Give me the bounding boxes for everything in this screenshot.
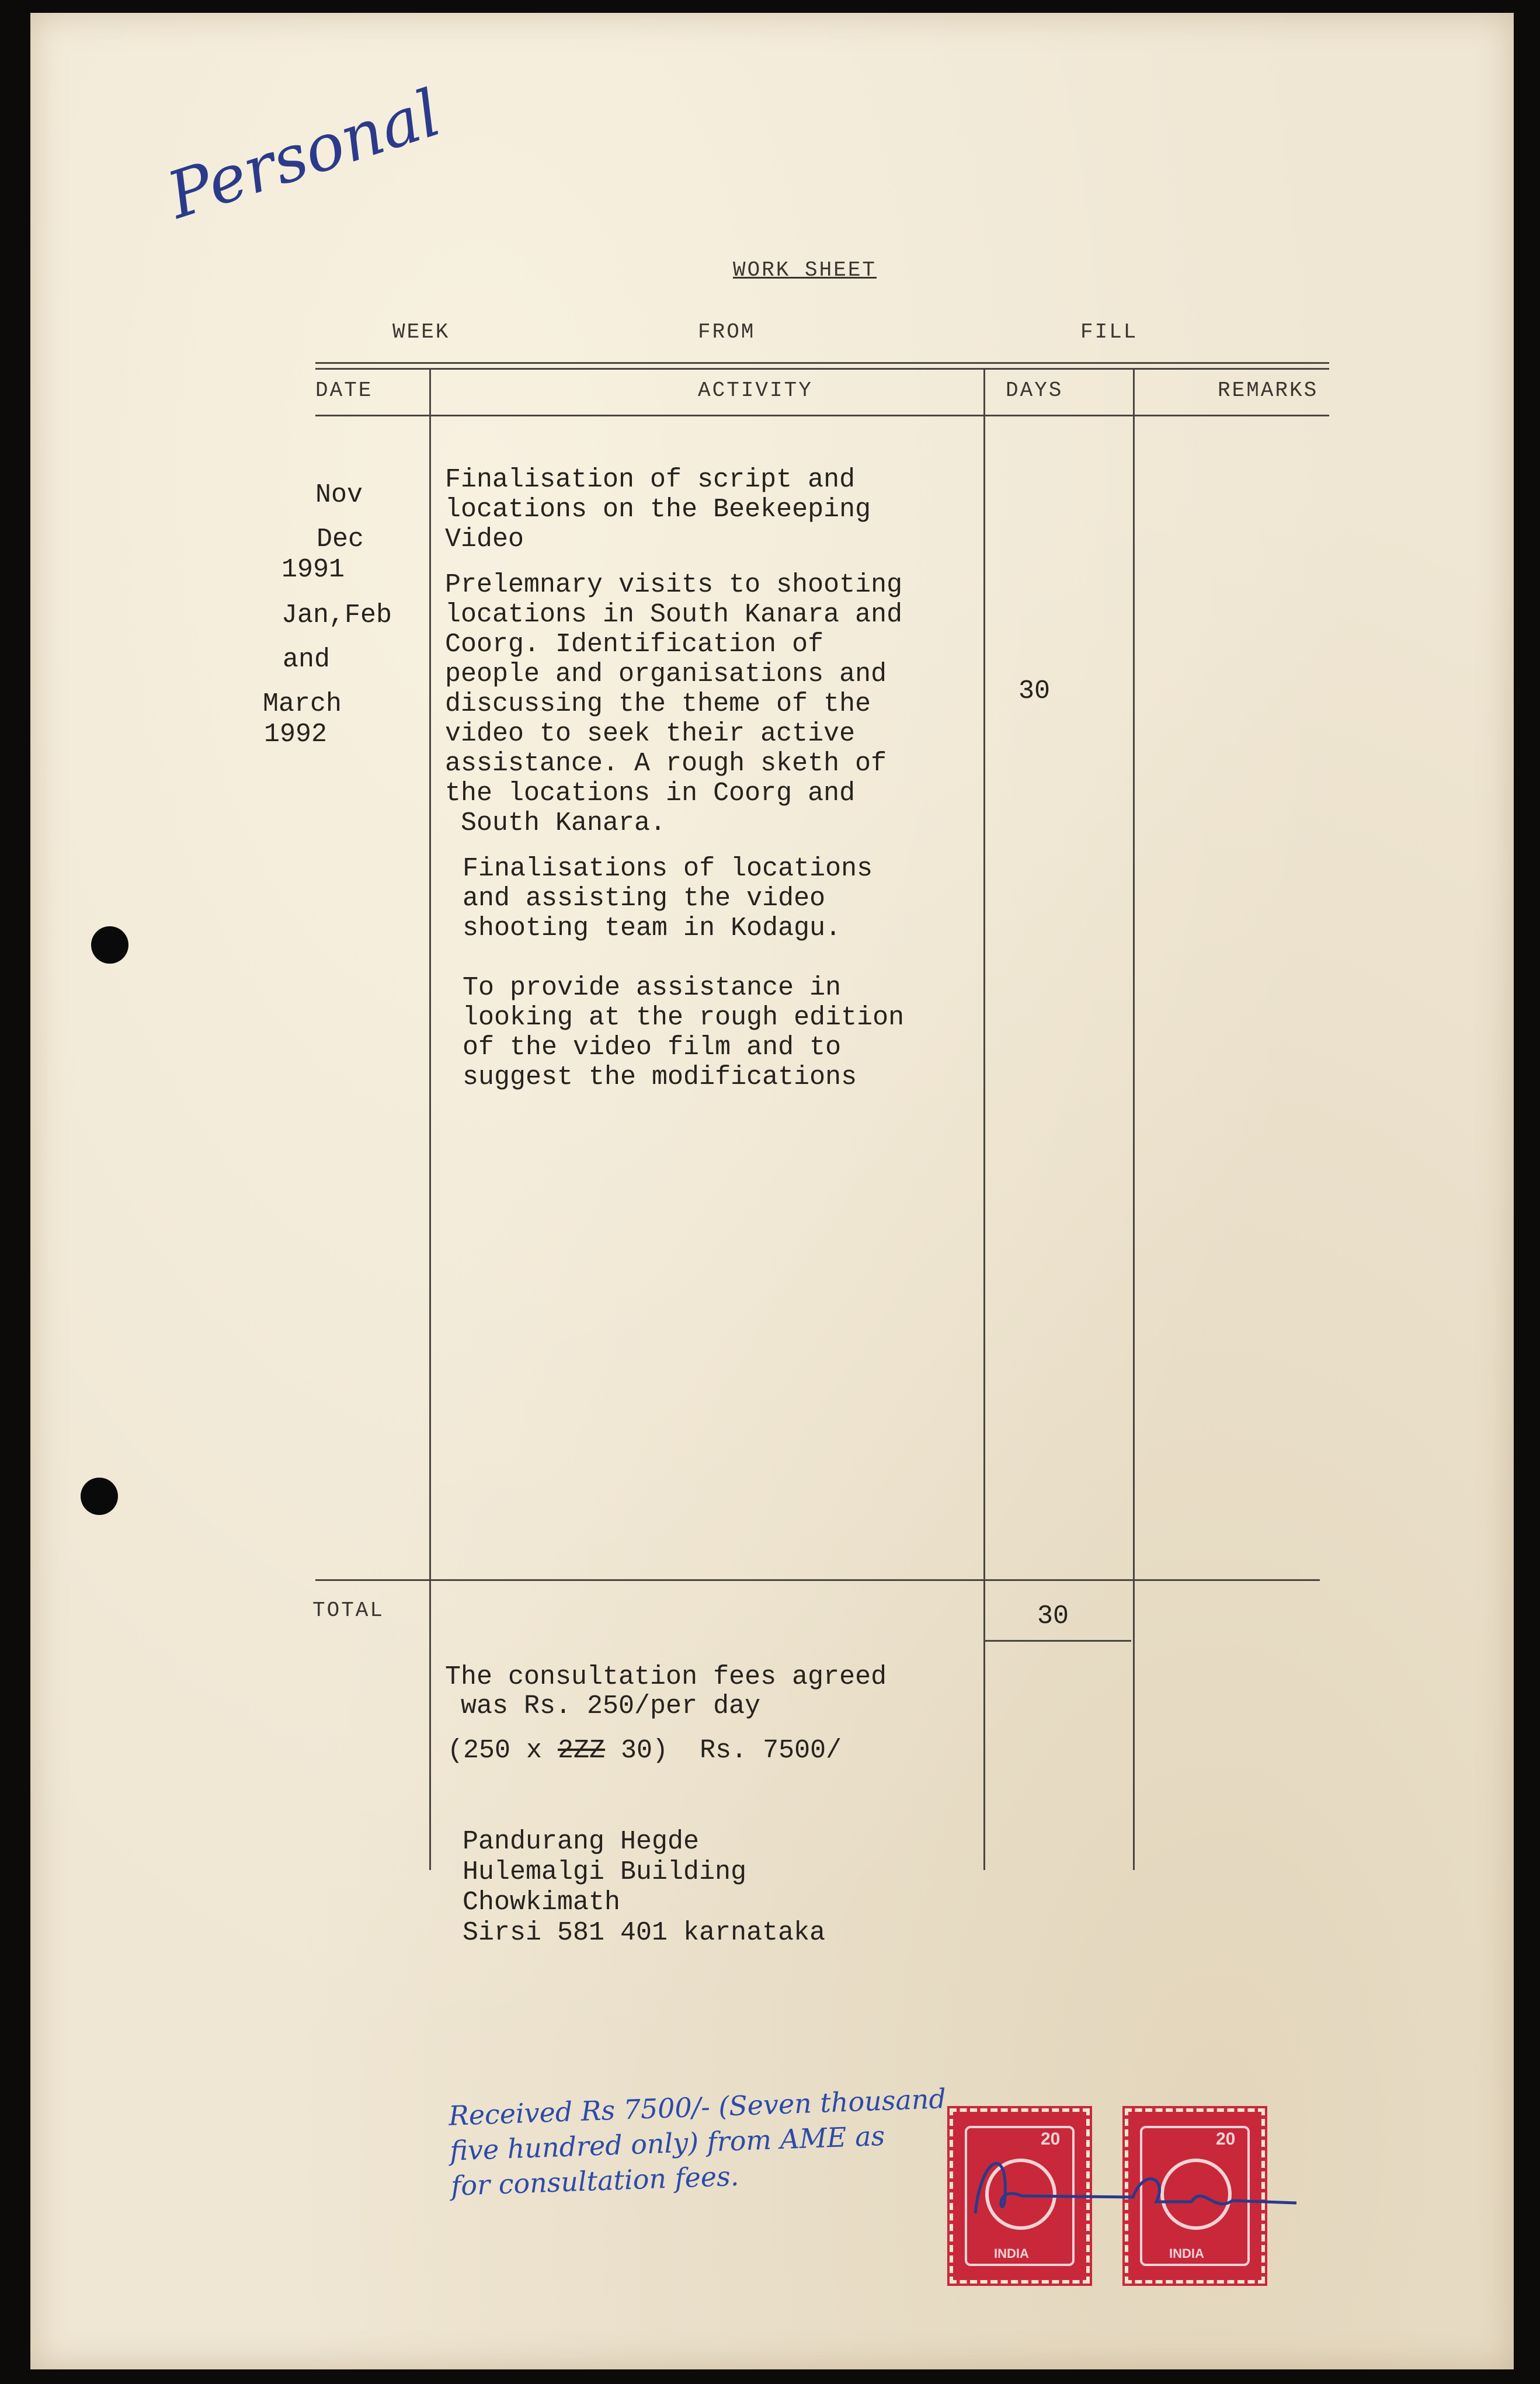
activity-1: Finalisation of script and locations on the Beekeeping Video: [445, 465, 871, 554]
till-label: FILL: [1080, 320, 1138, 344]
days-remarks-divider: [1133, 368, 1135, 1870]
receipt-note: Received Rs 7500/- (Seven thousand five hundred only) from AME as for consultation fees.: [448, 2083, 947, 2202]
table-top-rule: [315, 362, 1329, 364]
activity-2: Prelemnary visits to shooting locations in South Kanara and Coorg. Identification of people and organisations and discussing the theme of the video to seek their active assistance. A rough sketh of the locations in Coorg and South Kanara.: [445, 570, 903, 838]
address-building: Hulemalgi Building: [463, 1857, 747, 1887]
col-activity: ACTIVITY: [698, 378, 813, 402]
stamp-country: INDIA: [994, 2246, 1029, 2261]
fees-line-1: The consultation fees agreed: [445, 1662, 887, 1692]
date-janfeb: Jan,Feb: [281, 600, 392, 630]
header-bottom-rule: [315, 415, 1329, 416]
address-locality: Chowkimath: [463, 1888, 621, 1917]
date-activity-divider: [429, 368, 431, 1870]
fees-calc-rest: 30) Rs. 7500/: [605, 1736, 842, 1766]
fees-calc: [447, 1736, 842, 1766]
fees-line-2: was Rs. 250/per day: [445, 1691, 761, 1721]
address-name: Pandurang Hegde: [463, 1827, 700, 1857]
col-days: DAYS: [1006, 378, 1063, 402]
signature: [958, 2132, 1308, 2237]
days-total-underline: [984, 1640, 1131, 1642]
total-label: TOTAL: [312, 1598, 385, 1622]
punch-hole-top: [91, 926, 128, 964]
col-date: DATE: [315, 378, 373, 402]
handwritten-personal: Personal: [158, 75, 450, 234]
activity-days-divider: [983, 368, 985, 1870]
address-city: Sirsi 581 401 karnataka: [463, 1918, 826, 1948]
date-1991: 1991: [281, 555, 345, 585]
activity-4: To provide assistance in looking at the rough edition of the video film and to suggest the modifications: [463, 973, 905, 1092]
paper-sheet: [30, 13, 1514, 2369]
fees-struck: 2ZZ: [558, 1736, 606, 1766]
week-label: WEEK: [392, 320, 450, 344]
date-1992: 1992: [264, 720, 328, 749]
date-dec: Dec: [317, 524, 364, 554]
days-value: 30: [1018, 676, 1051, 706]
date-march: March: [263, 689, 342, 719]
date-and: and: [283, 645, 331, 675]
col-remarks: REMARKS: [1218, 378, 1319, 402]
page-title: WORK SHEET: [733, 258, 877, 282]
fees-calc-start: (250 x: [447, 1736, 558, 1766]
from-label: FROM: [698, 320, 756, 344]
date-nov: Nov: [315, 480, 363, 510]
activity-3: Finalisations of locations and assisting the video shooting team in Kodagu.: [463, 854, 873, 943]
punch-hole-bottom: [81, 1478, 118, 1515]
stamp-denomination: 20: [1216, 2129, 1236, 2149]
stamp-country: INDIA: [1169, 2246, 1204, 2261]
stamp-denomination: 20: [1041, 2129, 1061, 2149]
table-top-rule-2: [315, 368, 1329, 370]
total-days: 30: [1037, 1601, 1069, 1631]
total-rule: [315, 1579, 1320, 1581]
